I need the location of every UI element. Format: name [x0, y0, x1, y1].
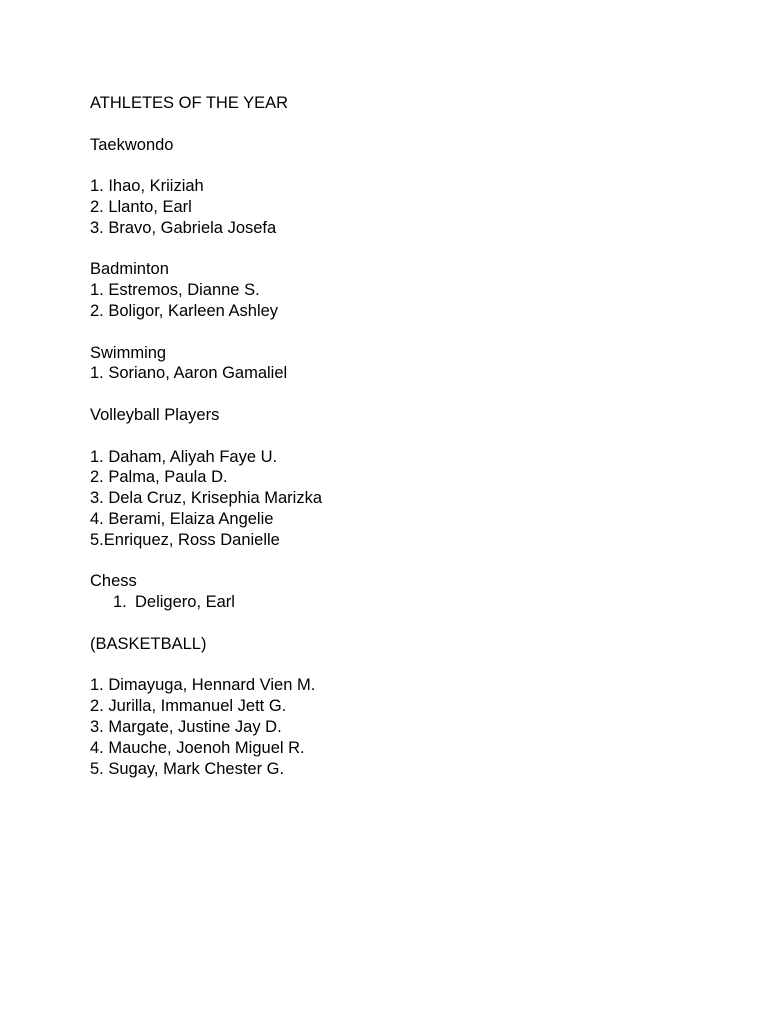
list-item-name: Deligero, Earl	[135, 593, 235, 612]
list-item: 2. Boligor, Karleen Ashley	[90, 301, 279, 320]
blank-line	[90, 613, 690, 634]
section-heading-chess: Chess	[90, 572, 137, 591]
document-page	[90, 93, 690, 779]
section-heading-volleyball: Volleyball Players	[90, 405, 220, 424]
blank-line	[90, 655, 690, 676]
list-item: 2. Palma, Paula D.	[90, 468, 228, 487]
section-heading-swimming: Swimming	[90, 343, 167, 362]
list-item: 1. Ihao, Kriiziah	[90, 177, 204, 196]
list-item	[90, 592, 690, 613]
list-item: 4. Mauche, Joenoh Miguel R.	[90, 738, 305, 757]
blank-line	[90, 239, 690, 260]
section-heading-badminton: Badminton	[90, 260, 169, 279]
section-heading-taekwondo: Taekwondo	[90, 135, 174, 154]
list-item: 5. Sugay, Mark Chester G.	[90, 759, 285, 778]
list-item: 4. Berami, Elaiza Angelie	[90, 509, 274, 528]
list-item: 1. Dimayuga, Hennard Vien M.	[90, 676, 316, 695]
list-item: 1. Estremos, Dianne S.	[90, 281, 260, 300]
blank-line	[90, 426, 690, 447]
list-item: 2. Llanto, Earl	[90, 197, 192, 216]
page-title: ATHLETES OF THE YEAR	[90, 94, 289, 112]
blank-line	[90, 551, 690, 572]
list-item: 2. Jurilla, Immanuel Jett G.	[90, 697, 287, 716]
section-heading-basketball: (BASKETBALL)	[90, 634, 207, 653]
list-item: 3. Dela Cruz, Krisephia Marizka	[90, 489, 322, 508]
list-item: 1. Soriano, Aaron Gamaliel	[90, 364, 288, 383]
blank-line	[90, 384, 690, 405]
list-item: 1. Daham, Aliyah Faye U.	[90, 447, 278, 466]
blank-line	[90, 155, 690, 176]
list-item: 3. Margate, Justine Jay D.	[90, 717, 282, 736]
list-item: 3. Bravo, Gabriela Josefa	[90, 218, 277, 237]
list-item: 5.Enriquez, Ross Danielle	[90, 530, 280, 549]
blank-line	[90, 322, 690, 343]
blank-line	[90, 114, 690, 135]
list-number: 1.	[113, 593, 127, 612]
